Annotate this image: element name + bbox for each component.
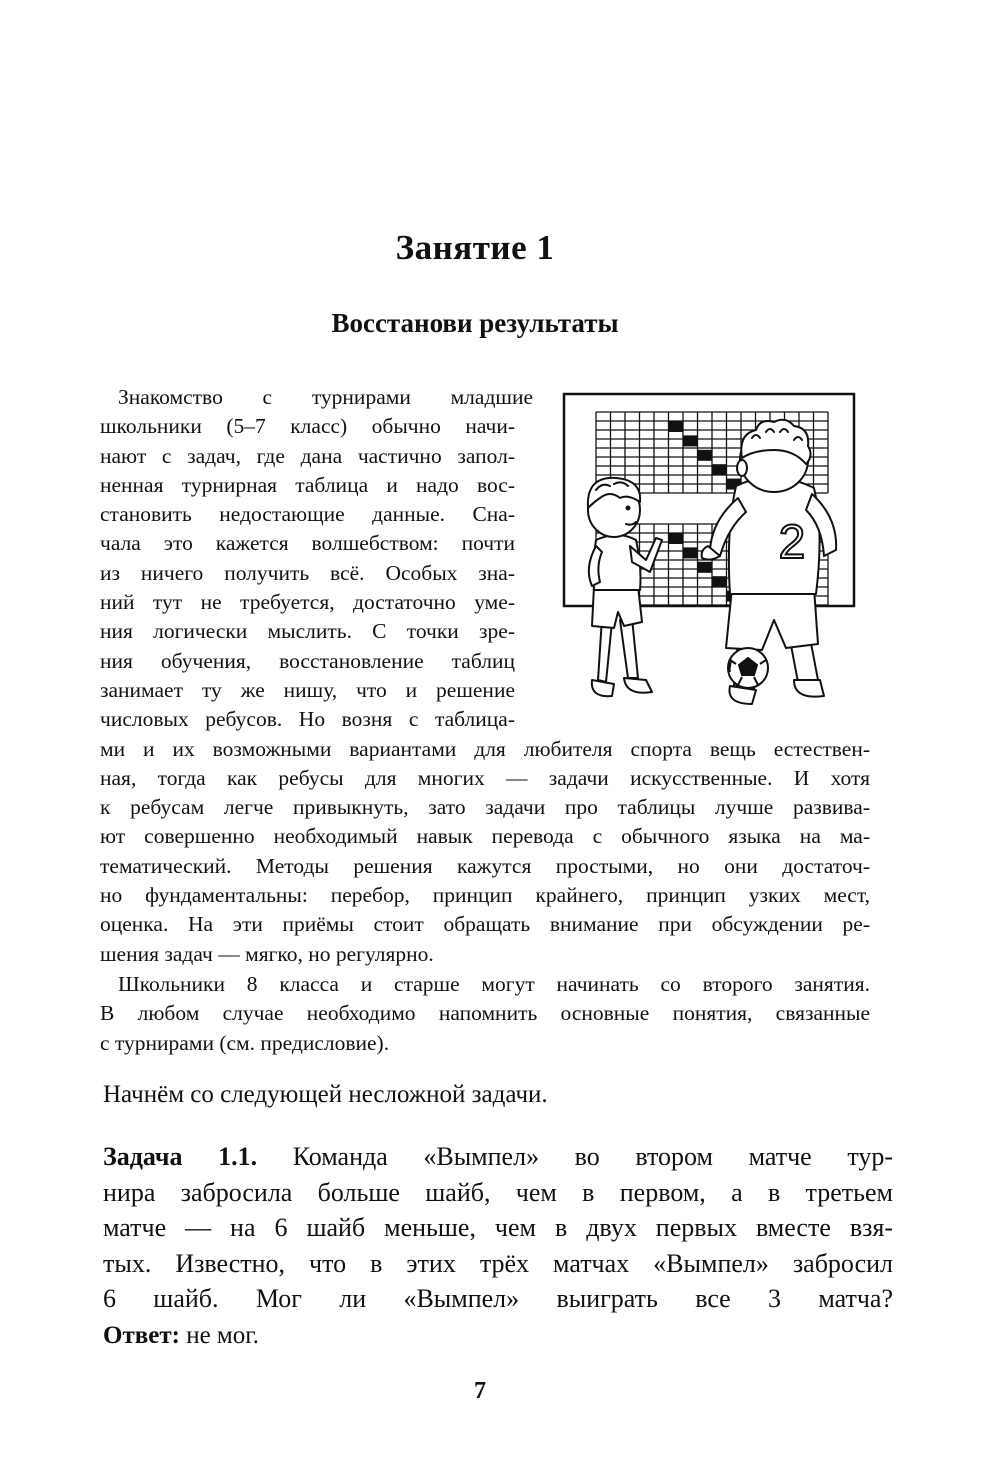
second-paragraph bbox=[100, 970, 870, 1058]
text-line: ний тут не требуется, достаточно уме- bbox=[100, 590, 515, 615]
text-line: числовых ребусов. Но возня с таблица- bbox=[100, 707, 515, 732]
text-line: Знакомство с турнирами младшие bbox=[118, 385, 533, 409]
text-line: нают с задач, где дана частично запол- bbox=[100, 443, 515, 468]
text-line: ния обучения, восстановление таблиц bbox=[100, 648, 515, 673]
lead-text: Начнём со следующей несложной задачи. bbox=[103, 1081, 548, 1108]
text-line: оценка. На эти приёмы стоит обращать внимание при обсуждении ре- bbox=[100, 912, 870, 937]
task-text: нира забросила больше шайб, чем в первом, а в третьем bbox=[103, 1177, 893, 1207]
text-line: ми и их возможными вариантами для любителя спорта вещь естествен- bbox=[100, 736, 870, 761]
text-line: ют совершенно необходимый навык перевода с обычного языка на ма- bbox=[100, 824, 870, 849]
answer-label: Ответ: bbox=[103, 1322, 180, 1349]
task-text: матче — на 6 шайб меньше, чем в двух первых вместе взя- bbox=[103, 1213, 893, 1242]
task-text: 6 шайб. Мог ли «Вымпел» выиграть все 3 матча? bbox=[103, 1284, 893, 1313]
text-line: ния логически мыслить. С точки зре- bbox=[100, 619, 515, 644]
task-first-line bbox=[103, 1139, 893, 1175]
jersey-number: 2 bbox=[778, 516, 806, 569]
task-text: Команда «Вымпел» во втором матче тур- bbox=[257, 1142, 893, 1171]
task-label: Задача 1.1. bbox=[103, 1142, 258, 1171]
task-1-1 bbox=[103, 1139, 893, 1317]
text-line: ненная турнирная таблица и надо вос- bbox=[100, 472, 515, 497]
text-line: Школьники 8 класса и старше могут начинать со второго занятия. bbox=[118, 972, 870, 996]
text-line: к ребусам легче привыкнуть, зато задачи про таблицы лучше развива- bbox=[100, 795, 870, 820]
text-line: но фундаментальны: перебор, принцип крайнего, принцип узких мест, bbox=[100, 883, 870, 908]
text-line: школьники (5–7 класс) обычно начи- bbox=[100, 414, 515, 439]
answer bbox=[103, 1322, 259, 1350]
intro-paragraph bbox=[100, 383, 870, 969]
text-line: тематический. Методы решения кажутся простыми, но они достаточ- bbox=[100, 853, 870, 878]
text-line: чала это кажется волшебством: почти bbox=[100, 531, 515, 556]
task-text: тых. Известно, что в этих трёх матчах «Вымпел» забросил bbox=[103, 1248, 893, 1278]
answer-text: не мог. bbox=[179, 1322, 259, 1349]
section-title: Восстанови результаты bbox=[331, 308, 619, 338]
text-line: шения задач — мягко, но регулярно. bbox=[100, 941, 434, 966]
text-line: занимает ту же нишу, что и решение bbox=[100, 677, 515, 702]
text-line: с турнирами (см. предисловие). bbox=[100, 1030, 390, 1055]
chapter-title: Занятие 1 bbox=[395, 228, 555, 267]
text-line: становить недостающие данные. Сна- bbox=[100, 502, 515, 527]
page-number: 7 bbox=[474, 1378, 486, 1404]
text-line: ная, тогда как ребусы для многих — задачи искусственные. И хотя bbox=[100, 765, 870, 790]
text-line: из ничего получить всё. Особых зна- bbox=[100, 560, 515, 585]
text-line: В любом случае необходимо напомнить основные понятия, связанные bbox=[100, 1001, 870, 1026]
